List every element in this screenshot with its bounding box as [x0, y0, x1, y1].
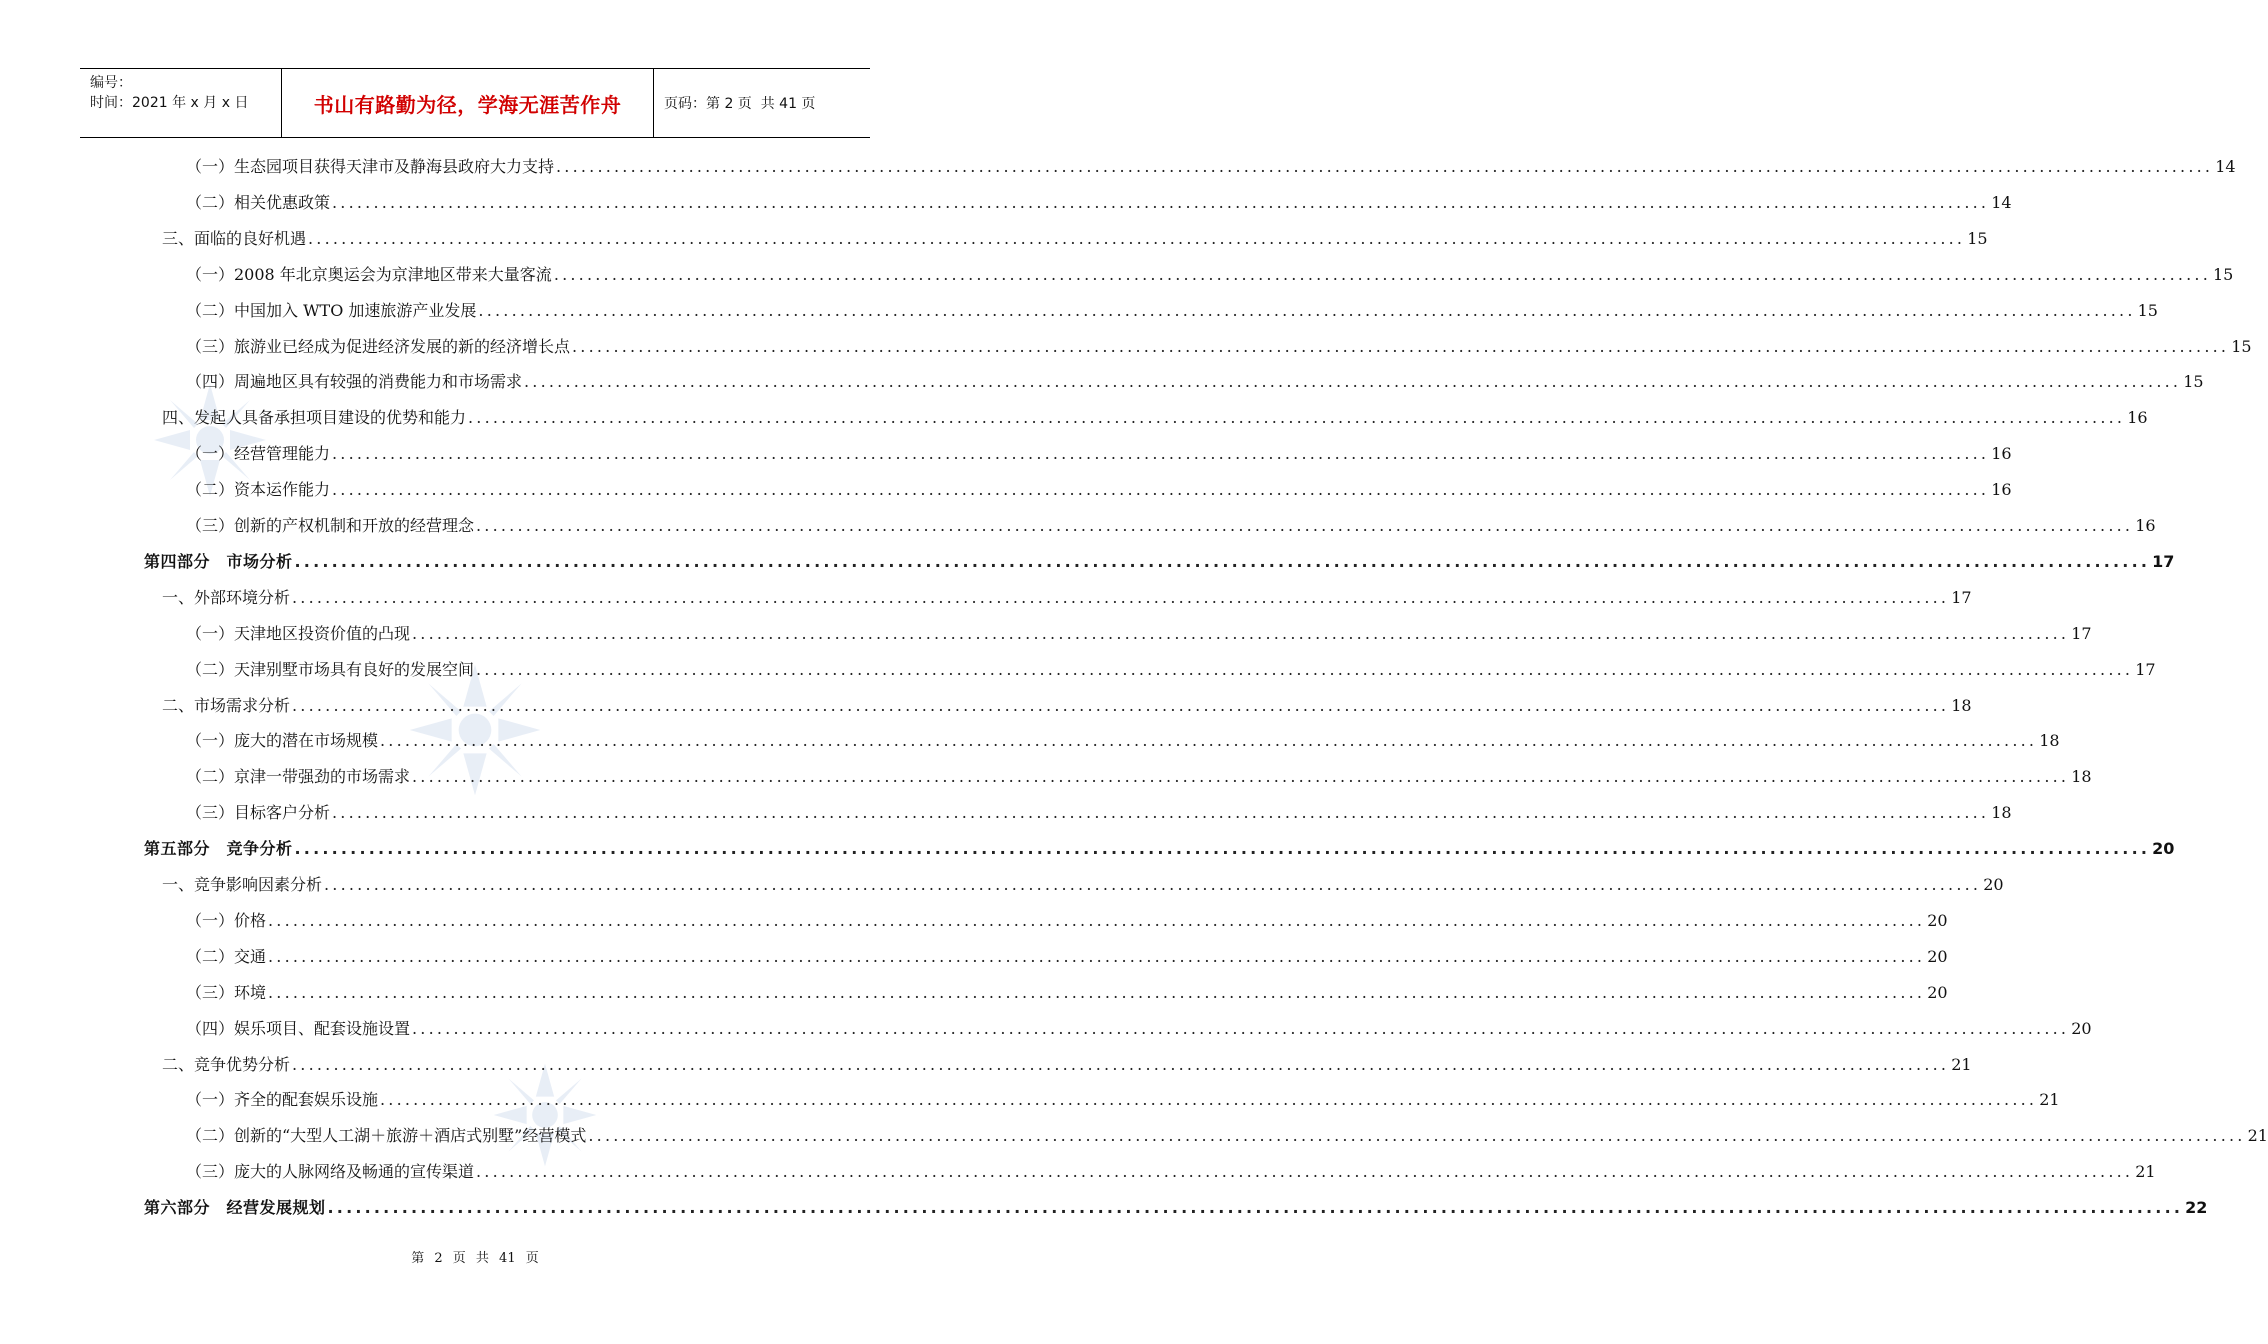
header-meta — [80, 69, 282, 137]
toc-entry-label: （二）京津一带强劲的市场需求 — [186, 767, 411, 787]
toc-dot-leader: ........................................................................................................................................................................................................ — [268, 910, 1926, 930]
toc-entry-label: （三）庞大的人脉网络及畅通的宣传渠道 — [186, 1162, 475, 1182]
toc-entry[interactable] — [186, 477, 2012, 503]
toc-entry[interactable] — [186, 944, 1948, 970]
toc-entry[interactable] — [186, 190, 2012, 216]
toc-entry-label: （一）价格 — [186, 910, 267, 930]
toc-dot-leader: ........................................................................................................................................................................................................ — [468, 408, 2126, 428]
toc-dot-leader: ........................................................................................................................................................................................................ — [292, 695, 1950, 715]
toc-entry-page-number: 20 — [2071, 1018, 2092, 1038]
toc-entry-page-number: 16 — [1991, 480, 2012, 500]
toc-dot-leader: ........................................................................................................................................................................................................ — [332, 480, 1990, 500]
toc-entry[interactable] — [162, 872, 2004, 898]
toc-entry-page-number: 21 — [2135, 1162, 2156, 1182]
toc-entry-label: （二）资本运作能力 — [186, 480, 331, 500]
toc-entry-page-number: 15 — [2213, 264, 2234, 284]
toc-entry-page-number: 18 — [2039, 731, 2060, 751]
toc-entry[interactable] — [186, 1016, 2092, 1042]
toc-entry[interactable] — [162, 585, 1972, 611]
toc-entry-page-number: 18 — [2071, 767, 2092, 787]
page-header — [80, 68, 870, 138]
toc-dot-leader: ........................................................................................................................................................................................................ — [380, 1090, 2038, 1110]
toc-dot-leader: ........................................................................................................................................................................................................ — [556, 157, 2214, 176]
toc-dot-leader: ........................................................................................................................................................................................................ — [412, 767, 2070, 787]
toc-entry[interactable] — [186, 262, 2234, 288]
toc-dot-leader: ........................................................................................................................................................................................................ — [476, 516, 2134, 535]
toc-entry[interactable] — [186, 334, 2252, 360]
toc-entry-page-number: 14 — [1991, 192, 2012, 212]
toc-entry-label: （二）天津别墅市场具有良好的发展空间 — [186, 659, 475, 679]
toc-entry-page-number: 21 — [2247, 1126, 2268, 1146]
toc-entry-label: 四、发起人具备承担项目建设的优势和能力 — [162, 408, 467, 428]
toc-dot-leader: ........................................................................................................................................................................................................ — [380, 731, 2038, 751]
toc-entry-label: （二）相关优惠政策 — [186, 192, 331, 212]
toc-dot-leader: ........................................................................................................................................................................................................ — [332, 803, 1990, 823]
toc-entry[interactable] — [186, 369, 2204, 395]
toc-dot-leader: ........................................................................................................................................................................................................ — [268, 946, 1926, 966]
toc-entry-label: 二、市场需求分析 — [162, 695, 291, 715]
toc-entry[interactable] — [186, 728, 2060, 754]
toc-dot-leader: ........................................................................................................................................................................................................ — [412, 1018, 2070, 1038]
toc-entry[interactable] — [186, 1123, 2268, 1149]
toc-dot-leader: ........................................................................................................................................................................................................ — [327, 1198, 2184, 1218]
toc-entry[interactable] — [186, 764, 2092, 790]
toc-entry-label: 一、外部环境分析 — [162, 587, 291, 607]
document-number: 编号： — [90, 75, 132, 91]
toc-entry[interactable] — [186, 800, 2012, 826]
toc-dot-leader: ........................................................................................................................................................................................................ — [476, 659, 2134, 679]
header-page-info: 页码：第 2 页 共 41 页 — [664, 96, 816, 112]
toc-entry-label: （一）生态园项目获得天津市及静海县政府大力支持 — [186, 157, 555, 176]
toc-entry-page-number: 17 — [2135, 659, 2156, 679]
toc-dot-leader: ........................................................................................................................................................................................................ — [524, 372, 2182, 392]
toc-entry[interactable] — [186, 1087, 2060, 1113]
toc-entry[interactable] — [162, 1052, 1972, 1078]
toc-entry-page-number: 14 — [2215, 157, 2236, 176]
toc-part-entry[interactable] — [144, 549, 2175, 575]
toc-dot-leader: ........................................................................................................................................................................................................ — [588, 1126, 2246, 1146]
toc-entry-page-number: 15 — [1967, 228, 1988, 248]
toc-entry-page-number: 20 — [1927, 946, 1948, 966]
toc-entry-label: （四）周遍地区具有较强的消费能力和市场需求 — [186, 372, 523, 392]
toc-dot-leader: ........................................................................................................................................................................................................ — [332, 444, 1990, 464]
toc-entry-page-number: 15 — [2231, 336, 2252, 356]
toc-entry-label: 二、竞争优势分析 — [162, 1054, 291, 1074]
toc-entry-label: （二）交通 — [186, 946, 267, 966]
toc-dot-leader: ........................................................................................................................................................................................................ — [478, 300, 2136, 320]
toc-entry[interactable] — [186, 621, 2092, 647]
toc-entry-label: （三）环境 — [186, 982, 267, 1002]
toc-entry-page-number: 21 — [2039, 1090, 2060, 1110]
toc-entry-label: （一）天津地区投资价值的凸现 — [186, 623, 411, 643]
toc-entry-page-number: 15 — [2183, 372, 2204, 392]
toc-entry-page-number: 20 — [1983, 875, 2004, 894]
page-footer: 第 2 页 共 41 页 — [411, 1251, 539, 1266]
toc-dot-leader: ........................................................................................................................................................................................................ — [553, 264, 2211, 284]
toc-entry-page-number: 16 — [1991, 444, 2012, 464]
toc-entry-page-number: 20 — [1927, 910, 1948, 930]
toc-entry-page-number: 17 — [1951, 587, 1972, 607]
toc-entry-label: （一）经营管理能力 — [186, 444, 331, 464]
toc-entry-page-number: 17 — [2071, 623, 2092, 643]
toc-entry-label: （二）中国加入 WTO 加速旅游产业发展 — [186, 300, 477, 320]
toc-entry[interactable] — [186, 513, 2156, 539]
toc-dot-leader: ........................................................................................................................................................................................................ — [292, 587, 1950, 607]
toc-dot-leader: ........................................................................................................................................................................................................ — [476, 1162, 2134, 1182]
toc-entry[interactable] — [186, 657, 2156, 683]
toc-entry-label: （一）齐全的配套娱乐设施 — [186, 1090, 379, 1110]
toc-entry[interactable] — [162, 405, 2148, 431]
toc-entry[interactable] — [186, 1159, 2156, 1185]
toc-entry-page-number: 20 — [2152, 839, 2175, 859]
toc-dot-leader: ........................................................................................................................................................................................................ — [292, 1054, 1950, 1074]
toc-entry-label: 第六部分 经营发展规划 — [144, 1198, 326, 1218]
toc-dot-leader: ........................................................................................................................................................................................................ — [324, 875, 1982, 894]
toc-dot-leader: ........................................................................................................................................................................................................ — [294, 551, 2151, 571]
toc-entry[interactable] — [186, 298, 2158, 324]
toc-entry-label: 三、面临的良好机遇 — [162, 228, 307, 248]
toc-entry-label: （一）庞大的潜在市场规模 — [186, 731, 379, 751]
toc-entry-label: （三）目标客户分析 — [186, 803, 331, 823]
toc-entry-page-number: 18 — [1951, 695, 1972, 715]
toc-dot-leader: ........................................................................................................................................................................................................ — [308, 228, 1966, 248]
toc-entry-page-number: 20 — [1927, 982, 1948, 1002]
toc-entry-label: （一）2008 年北京奥运会为京津地区带来大量客流 — [186, 264, 552, 284]
toc-dot-leader: ........................................................................................................................................................................................................ — [572, 336, 2230, 356]
toc-entry[interactable] — [186, 441, 2012, 467]
toc-entry-label: 第四部分 市场分析 — [144, 551, 293, 571]
toc-entry-label: （三）创新的产权机制和开放的经营理念 — [186, 516, 475, 535]
toc-dot-leader: ........................................................................................................................................................................................................ — [412, 623, 2070, 643]
header-motto: 书山有路勤为径，学海无涯苦作舟 — [313, 92, 622, 117]
toc-entry[interactable] — [186, 980, 1948, 1006]
header-page-info-cell — [654, 69, 870, 137]
document-date: 时间：2021 年 x 月 x 日 — [90, 95, 249, 111]
header-motto-cell — [282, 69, 654, 137]
toc-entry[interactable] — [162, 226, 1988, 252]
toc-dot-leader: ........................................................................................................................................................................................................ — [268, 982, 1926, 1002]
toc-entry-page-number: 16 — [2127, 408, 2148, 428]
toc-entry-page-number: 21 — [1951, 1054, 1972, 1074]
toc-entry-page-number: 16 — [2135, 516, 2156, 535]
toc-part-entry[interactable] — [144, 836, 2175, 862]
toc-entry-page-number: 18 — [1991, 803, 2012, 823]
toc-part-entry[interactable] — [144, 1195, 2208, 1221]
toc-dot-leader: ........................................................................................................................................................................................................ — [294, 839, 2151, 859]
toc-entry-page-number: 15 — [2137, 300, 2158, 320]
toc-entry-label: 第五部分 竞争分析 — [144, 839, 293, 859]
toc-entry[interactable] — [162, 693, 1972, 719]
toc-entry-label: （二）创新的“大型人工湖＋旅游＋酒店式别墅”经营模式 — [186, 1126, 587, 1146]
toc-entry-label: （四）娱乐项目、配套设施设置 — [186, 1018, 411, 1038]
toc-entry-page-number: 22 — [2185, 1198, 2208, 1218]
toc-entry-page-number: 17 — [2152, 551, 2175, 571]
toc-entry[interactable] — [186, 154, 2236, 180]
toc-entry[interactable] — [186, 908, 1948, 934]
toc-entry-label: （三）旅游业已经成为促进经济发展的新的经济增长点 — [186, 336, 571, 356]
toc-entry-label: 一、竞争影响因素分析 — [162, 875, 323, 894]
toc-dot-leader: ........................................................................................................................................................................................................ — [332, 192, 1990, 212]
